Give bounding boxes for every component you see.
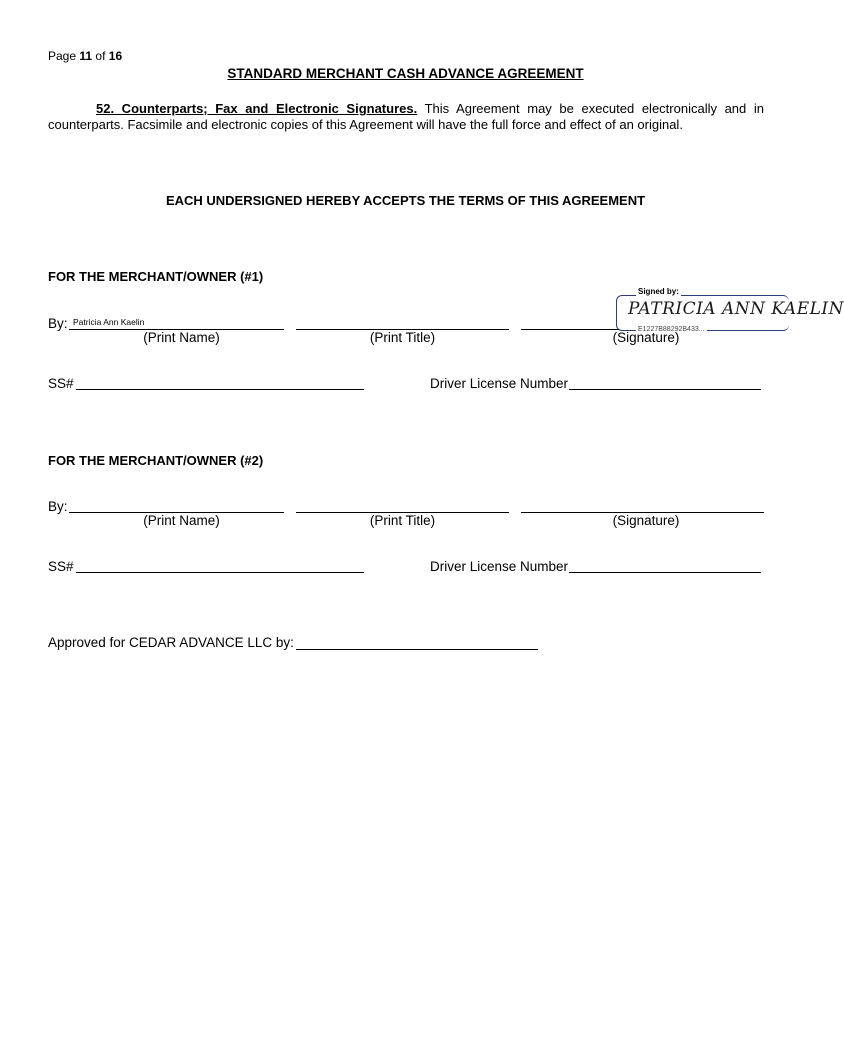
owner2-ss-line[interactable] — [76, 572, 364, 573]
document-title: STANDARD MERCHANT CASH ADVANCE AGREEMENT — [227, 66, 584, 81]
owner2-dl-line[interactable] — [569, 572, 761, 573]
clause-body: This Agreement may be executed electronically and in counterparts. Facsimile and electronic copies of this Agreement will have the full force and effect of an original. — [48, 101, 764, 132]
owner2-dl-label: Driver License Number — [430, 559, 569, 574]
owner1-caption-print-name: (Print Name) — [143, 330, 220, 345]
approval-signature-line[interactable] — [296, 649, 538, 650]
owner1-signature-name: PATRICIA ANN KAELIN — [628, 299, 844, 319]
owner1-caption-signature: (Signature) — [612, 330, 680, 345]
owner2-by-label: By: — [48, 499, 68, 514]
owner2-ss-label: SS# — [48, 559, 74, 574]
owner2-heading: FOR THE MERCHANT/OWNER (#2) — [48, 453, 264, 468]
page-prefix: Page — [48, 49, 77, 63]
owner2-caption-signature: (Signature) — [612, 513, 680, 528]
clause-heading: 52. Counterparts; Fax and Electronic Signatures. — [96, 101, 418, 116]
owner1-signature-hash: E1227B88292B433... — [638, 326, 705, 333]
owner1-dl-line[interactable] — [569, 389, 761, 390]
page-total: 16 — [108, 49, 123, 63]
clause-paragraph — [48, 101, 764, 133]
owner1-ss-label: SS# — [48, 376, 74, 391]
owner2-caption-print-name: (Print Name) — [143, 513, 220, 528]
owner1-by-label: By: — [48, 316, 68, 331]
owner1-heading: FOR THE MERCHANT/OWNER (#1) — [48, 269, 264, 284]
owner1-caption-print-title: (Print Title) — [369, 330, 436, 345]
page-current: 11 — [79, 49, 93, 63]
owner1-dl-label: Driver License Number — [430, 376, 569, 391]
acceptance-statement: EACH UNDERSIGNED HEREBY ACCEPTS THE TERMS OF THIS AGREEMENT — [165, 193, 646, 208]
owner1-signed-by-label: Signed by: — [638, 287, 679, 296]
approval-label: Approved for CEDAR ADVANCE LLC by: — [48, 635, 294, 650]
owner1-print-name-value: Patricia Ann Kaelin — [73, 317, 145, 327]
page-number — [48, 49, 122, 63]
owner1-ss-line[interactable] — [76, 389, 364, 390]
owner2-caption-print-title: (Print Title) — [369, 513, 436, 528]
page-of: of — [95, 49, 106, 63]
